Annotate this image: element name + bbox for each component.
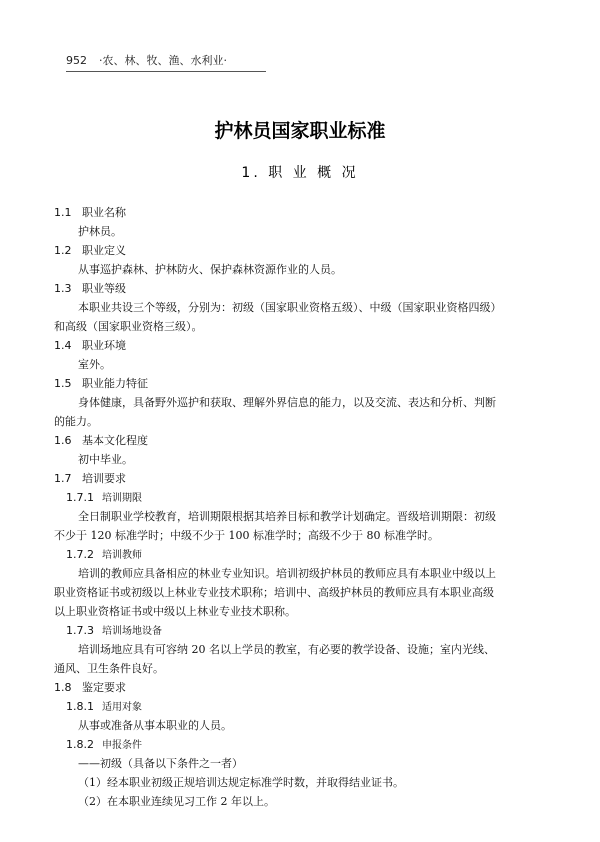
heading-1-7-3: 1.7.3 培训场地设备 [66,624,162,637]
heading-1-7-2: 1.7.2 培训教师 [66,548,142,561]
running-header [66,52,266,72]
paragraph: 全日制职业学校教育，培训期限根据其培养目标和教学计划确定。晋级培训期限：初级 [78,510,496,523]
document-body [54,203,552,811]
heading-1-7: 1.7 培训要求 [54,472,126,485]
heading-1-2: 1.2 职业定义 [54,244,126,257]
paragraph-continued: 不少于 120 标准学时；中级不少于 100 标准学时；高级不少于 80 标准学时。 [54,529,439,542]
heading-1-1: 1.1 职业名称 [54,206,126,219]
paragraph: 培训场地应具有可容纳 20 名以上学员的教室，有必要的教学设备、设施；室内光线、 [78,643,495,656]
paragraph-continued: 的能力。 [54,415,98,428]
heading-1-5: 1.5 职业能力特征 [54,377,148,390]
paragraph: 身体健康，具备野外巡护和获取、理解外界信息的能力，以及交流、表达和分析、判断 [78,396,496,409]
paragraph: ——初级（具备以下条件之一者） [78,757,243,770]
heading-1-8: 1.8 鉴定要求 [54,681,126,694]
paragraph: 从事巡护森林、护林防火、保护森林资源作业的人员。 [78,263,342,276]
paragraph: 培训的教师应具备相应的林业专业知识。培训初级护林员的教师应具有本职业中级以上 [78,567,496,580]
paragraph: 初中毕业。 [78,453,133,466]
paragraph: 护林员。 [78,225,122,238]
heading-1-7-1: 1.7.1 培训期限 [66,491,142,504]
page-number: 952 [66,54,87,67]
list-item: （2）在本职业连续见习工作 2 年以上。 [78,795,275,808]
heading-1-3: 1.3 职业等级 [54,282,126,295]
paragraph: 本职业共设三个等级，分别为：初级（国家职业资格五级）、中级（国家职业资格四级） [78,301,502,314]
paragraph: 室外。 [78,358,111,371]
document-title: 护林员国家职业标准 [214,120,386,142]
heading-1-6: 1.6 基本文化程度 [54,434,148,447]
running-title: ·农、林、牧、渔、水利业· [99,54,227,67]
paragraph-continued: 以上职业资格证书或中级以上林业专业技术职称。 [54,605,296,618]
section-title: 1. 职 业 概 况 [241,165,359,181]
heading-1-4: 1.4 职业环境 [54,339,126,352]
list-item: （1）经本职业初级正规培训达规定标准学时数，并取得结业证书。 [78,776,404,789]
heading-1-8-1: 1.8.1 适用对象 [66,700,142,713]
heading-1-8-2: 1.8.2 申报条件 [66,738,142,751]
paragraph-continued: 职业资格证书或初级以上林业专业技术职称；培训中、高级护林员的教师应具有本职业高级 [54,586,494,599]
paragraph-continued: 和高级（国家职业资格三级）。 [54,320,203,333]
paragraph: 从事或准备从事本职业的人员。 [78,719,232,732]
paragraph-continued: 通风、卫生条件良好。 [54,662,164,675]
